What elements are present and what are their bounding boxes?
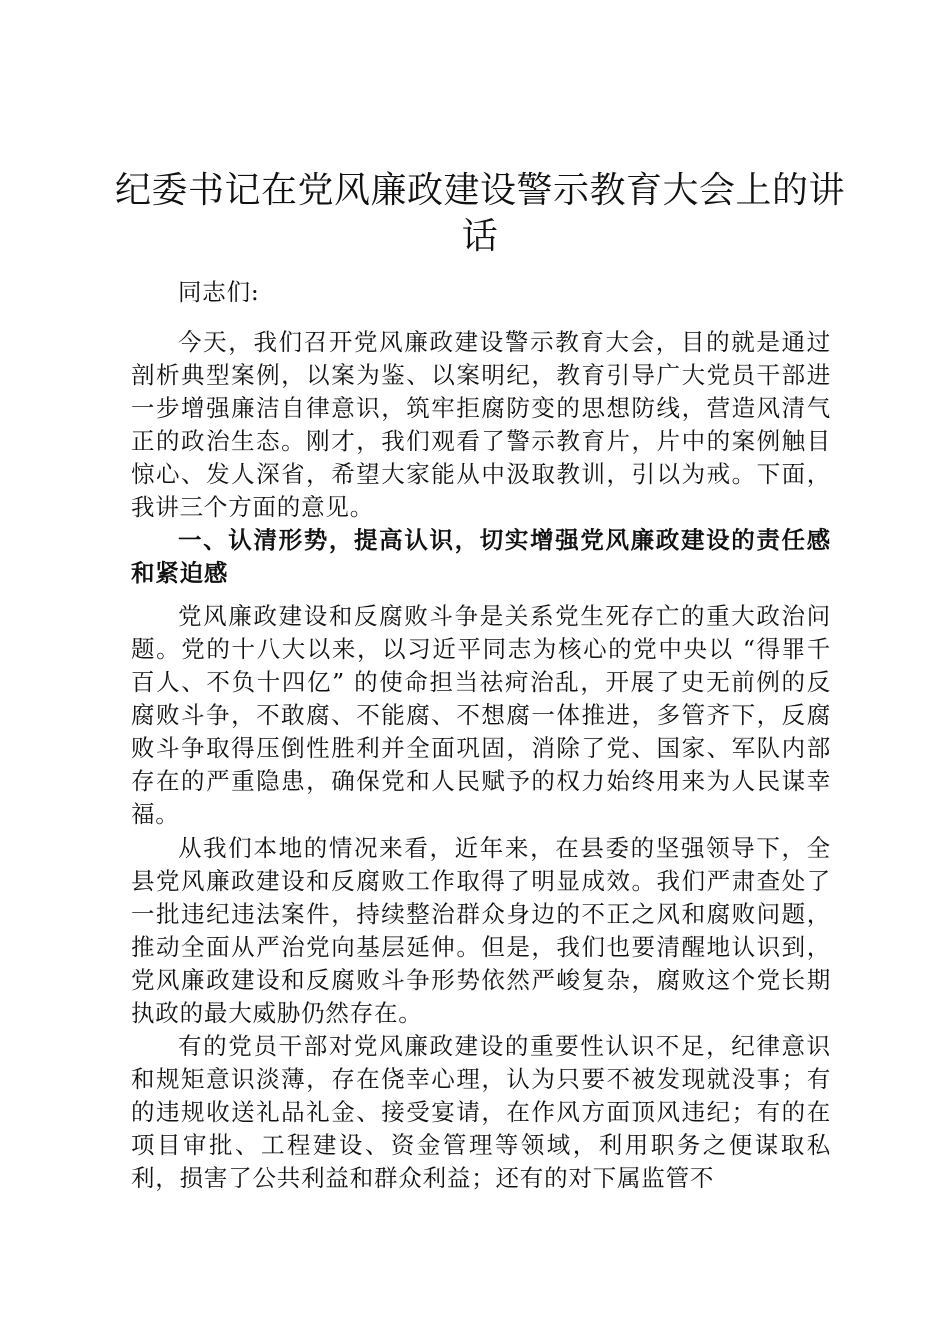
document-title: 纪委书记在党风廉政建设警示教育大会上的讲话: [114, 170, 845, 257]
paragraph-body: 党风廉政建设和反腐败斗争是关系党生死存亡的重大政治问题。党的十八大以来，以习近平同志为核心的党中央以 “得罪千百人、不负十四亿” 的使命担当祛疴治乱，开展了史无前例的反腐败斗争，不敢腐、不能腐、不想腐一体推进，多管齐下，反腐败斗争取得压倒性胜利并全面巩固，消除了党、国家、军队内部存在的严重隐患，确保党和人民赋予的权力始终用来为人民谋幸福。: [131, 602, 831, 828]
paragraph-body: 有的党员干部对党风廉政建设的重要性认识不足，纪律意识和规矩意识淡薄，存在侥幸心理，认为只要不被发现就没事；有的违规收送礼品礼金、接受宴请，在作风方面顶风违纪；有的在项目审批、工程建设、资金管理等领域，利用职务之便谋取私利，损害了公共利益和群众利益；还有的对下属监管不: [131, 1032, 831, 1192]
paragraph-intro: 今天，我们召开党风廉政建设警示教育大会，目的就是通过剖析典型案例，以案为鉴、以案明纪，教育引导广大党员干部进一步增强廉洁自律意识，筑牢拒腐防变的思想防线，营造风清气正的政治生态。刚才，我们观看了警示教育片，片中的案例触目惊心、发人深省，希望大家能从中汲取教训，引以为戒。下面，我讲三个方面的意见。: [131, 328, 831, 521]
section-heading-1: 一、认清形势，提高认识，切实增强党风廉政建设的责任感和紧迫感: [131, 526, 831, 587]
paragraph-body: 从我们本地的情况来看，近年来，在县委的坚强领导下，全县党风廉政建设和反腐败工作取得了明显成效。我们严肃查处了一批违纪违法案件，持续整治群众身边的不正之风和腐败问题，推动全面从严治党向基层延伸。但是，我们也要清醒地认识到，党风廉政建设和反腐败斗争形势依然严峻复杂，腐败这个党长期执政的最大威胁仍然存在。: [131, 834, 831, 1027]
salutation: 同志们:: [178, 278, 260, 306]
